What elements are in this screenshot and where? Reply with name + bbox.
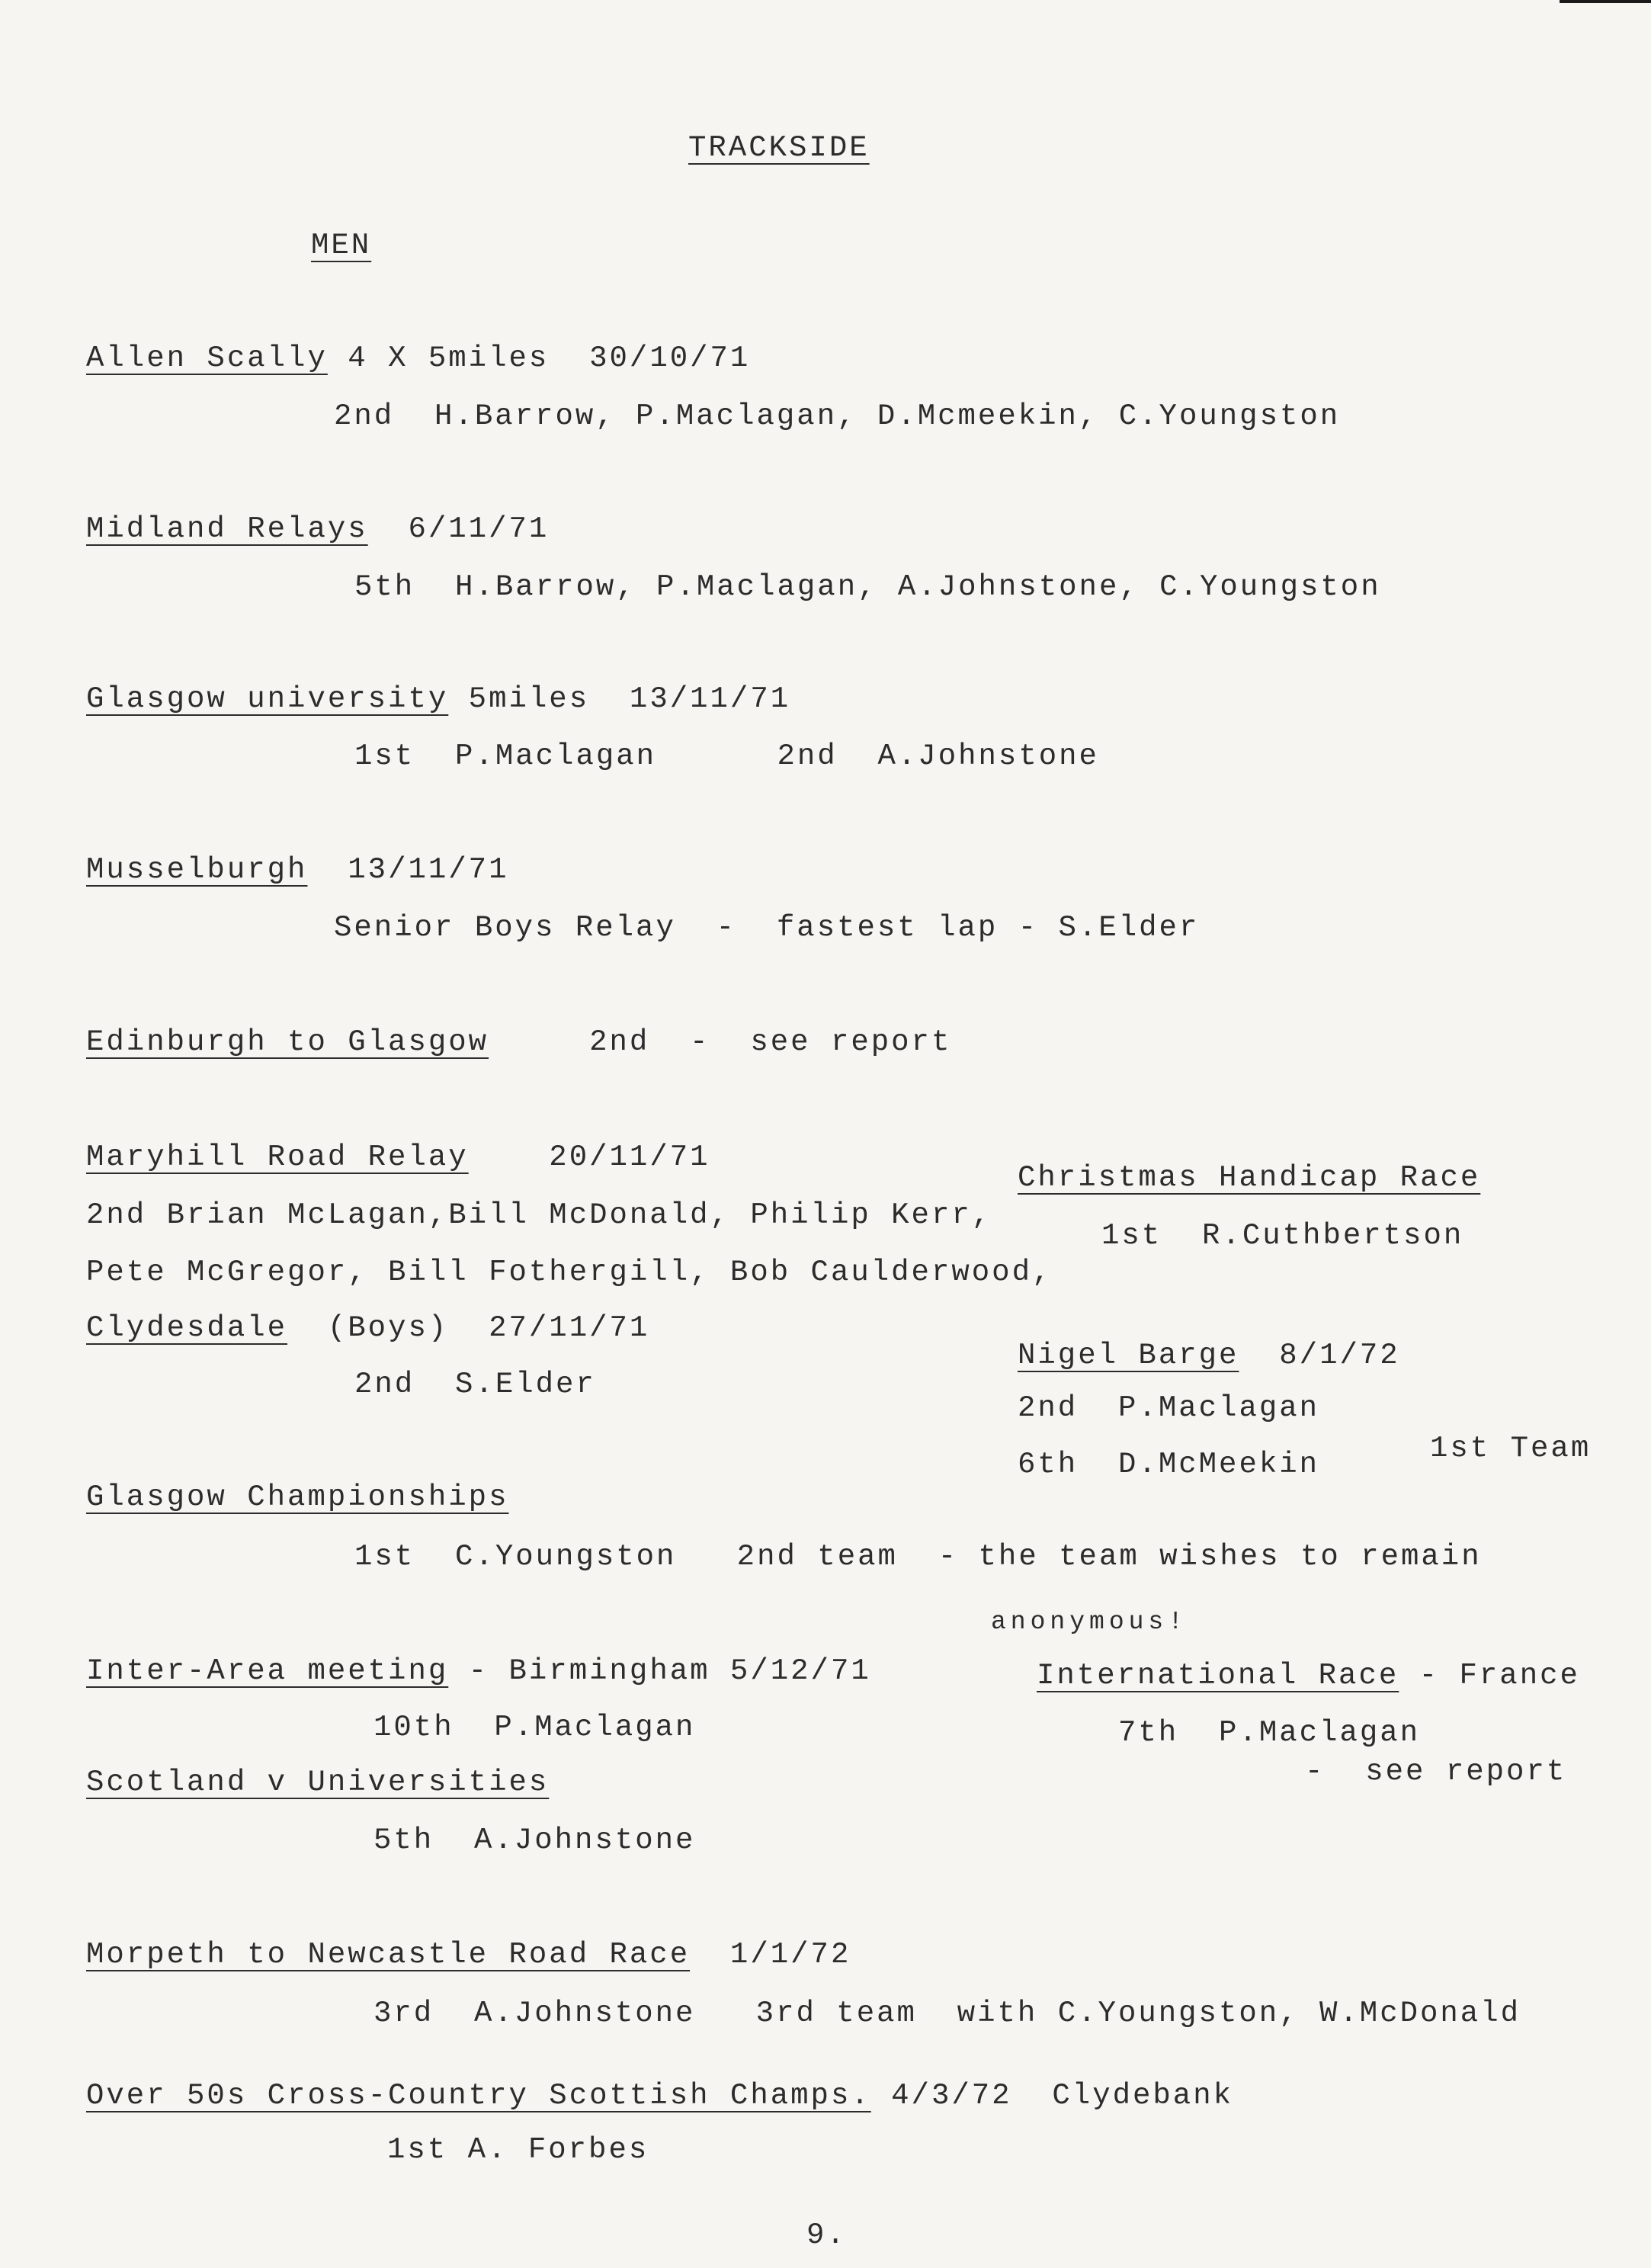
glasgow-champs-heading: Glasgow Championships bbox=[86, 1480, 509, 1514]
nigel-barge-result-1: 2nd P.Maclagan bbox=[1018, 1391, 1320, 1425]
musselburgh-heading: Musselburgh 13/11/71 bbox=[86, 853, 509, 887]
inter-area-heading: Inter-Area meeting - Birmingham 5/12/71 bbox=[86, 1654, 871, 1688]
christmas-result: 1st R.Cuthbertson bbox=[1101, 1219, 1464, 1253]
glasgow-university-heading: Glasgow university 5miles 13/11/71 bbox=[86, 682, 791, 716]
section-heading-men: MEN bbox=[311, 229, 372, 262]
christmas-heading: Christmas Handicap Race bbox=[1018, 1161, 1481, 1195]
nigel-barge-result-2: 6th D.McMeekin bbox=[1018, 1448, 1320, 1481]
clydesdale-result: 2nd S.Elder bbox=[354, 1368, 596, 1401]
glasgow-champs-note: anonymous! bbox=[991, 1608, 1188, 1636]
inter-area-result: 10th P.Maclagan bbox=[373, 1711, 696, 1744]
musselburgh-result: Senior Boys Relay - fastest lap - S.Elder bbox=[334, 911, 1200, 945]
nigel-barge-team-result: 1st Team bbox=[1430, 1432, 1592, 1465]
midland-relays-heading: Midland Relays 6/11/71 bbox=[86, 512, 550, 546]
international-heading: International Race - France bbox=[1037, 1659, 1580, 1692]
edinburgh-glasgow-heading: Edinburgh to Glasgow 2nd - see report bbox=[86, 1025, 952, 1059]
allen-scally-result: 2nd H.Barrow, P.Maclagan, D.Mcmeekin, C.Youngston bbox=[334, 399, 1341, 433]
over-50s-heading: Over 50s Cross-Country Scottish Champs. 4/3/72 Clydebank bbox=[86, 2079, 1234, 2112]
glasgow-champs-result: 1st C.Youngston 2nd team - the team wishes to remain bbox=[354, 1540, 1482, 1573]
top-right-edge-mark bbox=[1560, 0, 1651, 3]
scotland-universities-heading: Scotland v Universities bbox=[86, 1766, 550, 1799]
glasgow-university-result: 1st P.Maclagan 2nd A.Johnstone bbox=[354, 739, 1099, 773]
over-50s-result: 1st A. Forbes bbox=[387, 2133, 649, 2167]
allen-scally-heading: Allen Scally 4 X 5miles 30/10/71 bbox=[86, 342, 751, 375]
page-title: TRACKSIDE bbox=[688, 131, 870, 165]
maryhill-team-line-1: 2nd Brian McLagan,Bill McDonald, Philip Kerr, bbox=[86, 1198, 992, 1232]
page-number: 9. bbox=[806, 2218, 847, 2252]
international-result: 7th P.Maclagan bbox=[1118, 1716, 1421, 1750]
international-note: - see report bbox=[1305, 1755, 1567, 1788]
morpeth-heading: Morpeth to Newcastle Road Race 1/1/72 bbox=[86, 1938, 851, 1971]
clydesdale-heading: Clydesdale (Boys) 27/11/71 bbox=[86, 1311, 650, 1345]
morpeth-result: 3rd A.Johnstone 3rd team with C.Youngston, W.McDonald bbox=[373, 1997, 1521, 2030]
midland-relays-result: 5th H.Barrow, P.Maclagan, A.Johnstone, C.Youngston bbox=[354, 570, 1381, 604]
maryhill-heading: Maryhill Road Relay 20/11/71 bbox=[86, 1140, 710, 1174]
scotland-universities-result: 5th A.Johnstone bbox=[373, 1824, 696, 1857]
nigel-barge-heading: Nigel Barge 8/1/72 bbox=[1018, 1339, 1400, 1372]
maryhill-team-line-2: Pete McGregor, Bill Fothergill, Bob Caulderwood, bbox=[86, 1256, 1053, 1289]
